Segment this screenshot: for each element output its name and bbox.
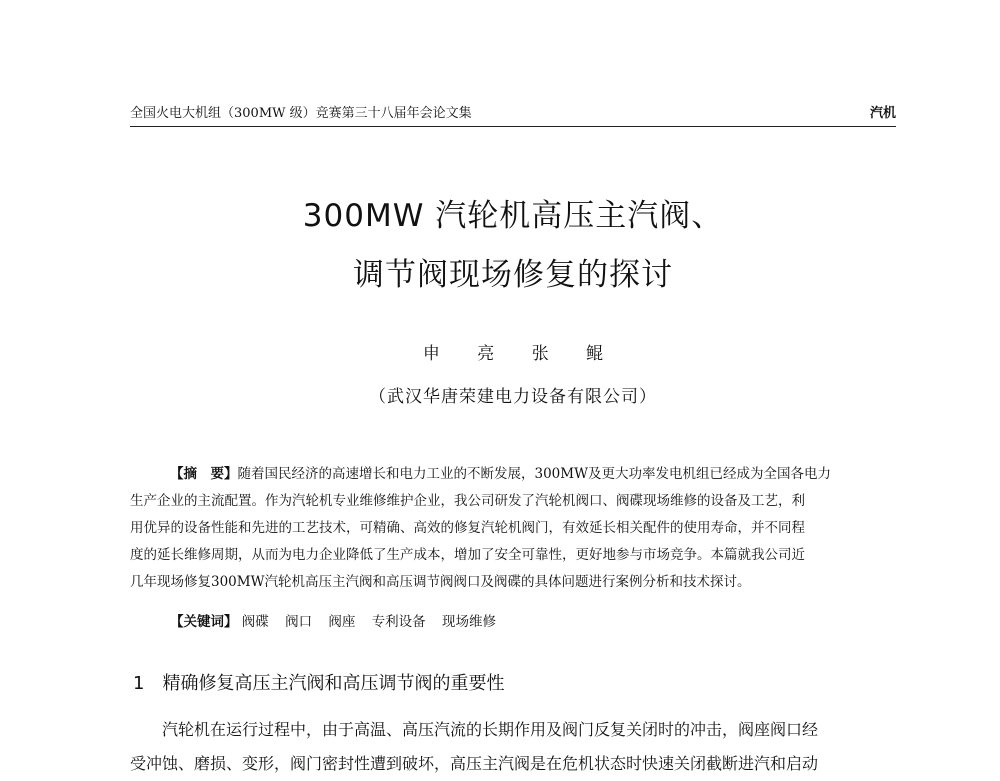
abstract-line [130, 461, 896, 488]
keyword: 专利设备 [371, 614, 426, 630]
running-header-right: 汽机 [869, 106, 896, 121]
paper-title-line-1: 300MW 汽轮机高压主汽阀、 [302, 198, 724, 234]
keywords [170, 610, 508, 634]
abstract-text: 随着国民经济的高速增长和电力工业的不断发展，300MW及更大功率发电机组已经成为全国各电力 [237, 466, 831, 482]
section-title: 精确修复高压主汽阀和高压调节阀的重要性 [162, 673, 505, 694]
keyword: 阀口 [285, 614, 313, 630]
abstract-line: 用优异的设备性能和先进的工艺技术，可精确、高效的修复汽轮机阀门，有效延长相关配件的使用寿命，并不同程 [130, 520, 805, 536]
abstract-line: 度的延长维修周期，从而为电力企业降低了生产成本，增加了安全可靠性，更好地参与市场竞争。本篇就我公司近 [130, 547, 805, 563]
running-header-left: 全国火电大机组（300MW 级）竞赛第三十八届年会论文集 [130, 106, 472, 121]
section-number: 1 [133, 673, 145, 694]
authors: 申 亮 张 鲲 [422, 344, 620, 364]
section-body [130, 713, 896, 781]
running-header [130, 104, 896, 127]
keyword: 阀座 [328, 614, 356, 630]
body-line: 汽轮机在运行过程中，由于高温、高压汽流的长期作用及阀门反复关闭时的冲击，阀座阀口经 [162, 720, 819, 739]
abstract-label: 【摘 要】 [170, 466, 238, 482]
abstract-line: 生产企业的主流配置。作为汽轮机专业维修维护企业，我公司研发了汽轮机阀口、阀碟现场维修的设备及工艺，利 [130, 493, 805, 509]
affiliation: （武汉华唐荣建电力设备有限公司） [369, 387, 657, 407]
body-line: 受冲蚀、磨损、变形，阀门密封性遭到破坏，高压主汽阀是在危机状态时快速关闭截断进汽和启动 [130, 754, 819, 773]
keyword: 阀碟 [241, 614, 269, 630]
paper-title-line-2: 调节阀现场修复的探讨 [353, 257, 673, 293]
keywords-label: 【关键词】 [170, 614, 238, 630]
keyword: 现场维修 [441, 614, 496, 630]
section-heading [133, 670, 504, 698]
abstract-line: 几年现场修复300MW汽轮机高压主汽阀和高压调节阀阀口及阀碟的具体问题进行案例分析和技术探讨。 [130, 574, 751, 590]
abstract [130, 461, 896, 596]
